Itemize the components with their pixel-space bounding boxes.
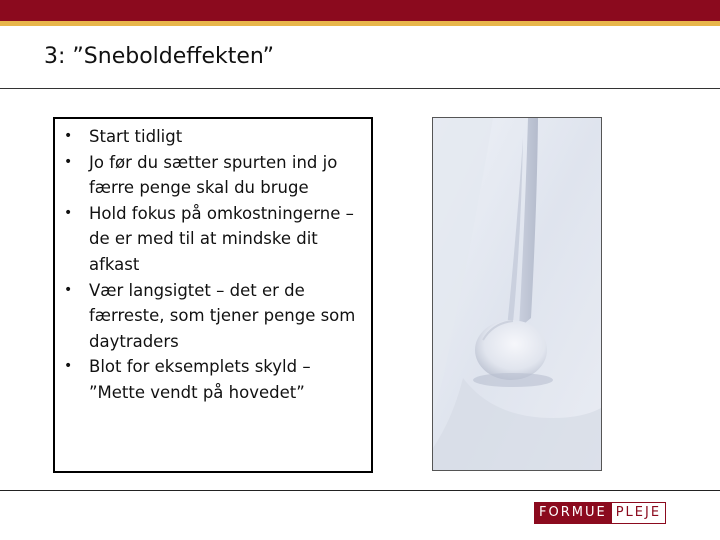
logo-right-text: PLEJE xyxy=(611,503,665,523)
logo-left-text: FORMUE xyxy=(535,503,611,523)
footer-divider xyxy=(0,490,720,491)
bullet-item xyxy=(55,278,371,355)
bullet-item xyxy=(55,201,371,278)
bullet-item xyxy=(55,124,371,150)
formuepleje-logo xyxy=(534,502,666,524)
bullet-text: Jo før du sætter spurten ind jo færre penge skal du bruge xyxy=(89,152,338,198)
title-divider xyxy=(0,88,720,89)
bullet-dot-icon: • xyxy=(64,358,73,375)
bullet-item xyxy=(55,150,371,201)
header-bar xyxy=(0,0,720,21)
bullet-item xyxy=(55,354,371,405)
bullet-dot-icon: • xyxy=(64,128,73,144)
bullet-text: Hold fokus på omkostningerne – de er med til at mindske dit afkast xyxy=(89,203,354,274)
bullet-text: Vær langsigtet – det er de færreste, som tjener penge som daytraders xyxy=(89,280,356,351)
slide-title: 3: ”Sneboldeffekten” xyxy=(44,44,275,69)
bullet-dot-icon: • xyxy=(64,281,73,298)
bullet-text: Start tidligt xyxy=(89,127,183,146)
bullet-dot-icon: • xyxy=(64,153,73,170)
snowball-photo xyxy=(432,117,602,471)
bullet-dot-icon: • xyxy=(64,204,73,221)
header-accent-line xyxy=(0,21,720,26)
bullet-text: Blot for eksemplets skyld – ”Mette vendt på hovedet” xyxy=(89,357,311,402)
bullet-list xyxy=(55,124,371,406)
bullet-box xyxy=(53,117,373,473)
snowball-photo-graphic xyxy=(433,118,601,470)
